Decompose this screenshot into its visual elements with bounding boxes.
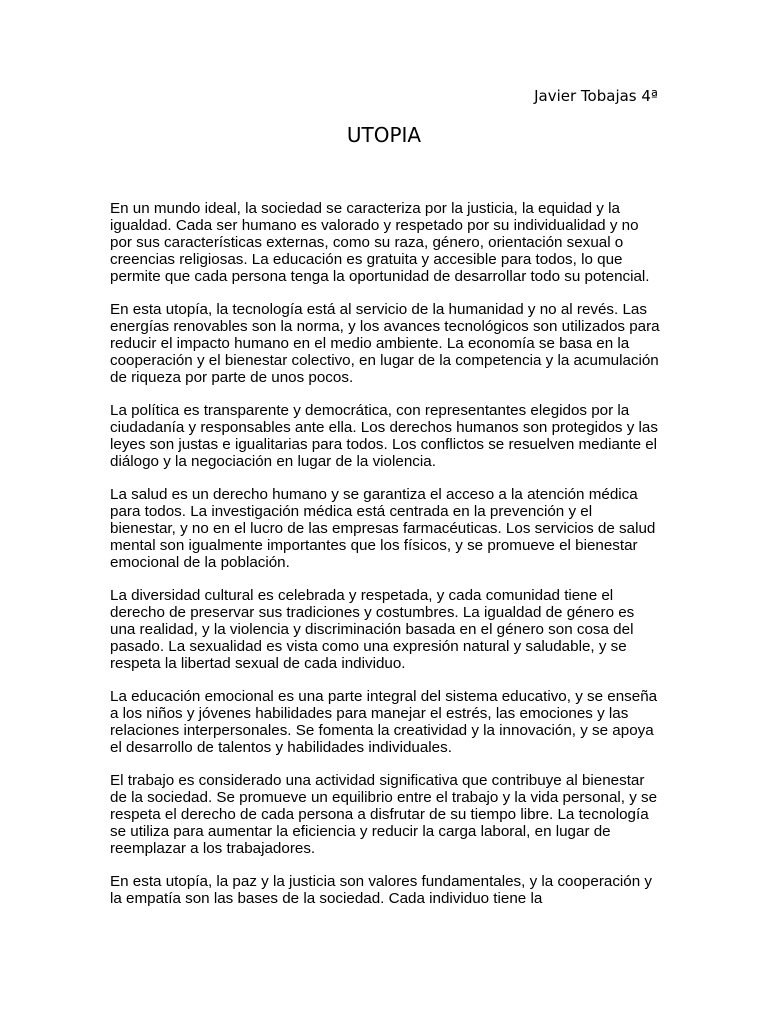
paragraph-7: El trabajo es considerado una actividad significativa que contribuye al bienestar de la sociedad. Se promueve un equilibrio entre el trabajo y la vida personal, y se respeta el derecho de cada persona a disfrutar de su tiempo libre. La tecnología se utiliza para aumentar la eficiencia y reducir la carga laboral, en lugar de reemplazar a los trabajadores. bbox=[110, 772, 658, 857]
paragraph-2: En esta utopía, la tecnología está al servicio de la humanidad y no al revés. Las energías renovables son la norma, y los avances tecnológicos son utilizados para reducir el impacto humano en el medio ambiente. La economía se basa en la cooperación y el bienestar colectivo, en lugar de la competencia y la acumulación de riqueza por parte de unos pocos. bbox=[110, 301, 660, 386]
document-body bbox=[110, 200, 662, 923]
paragraph-3: La política es transparente y democrática, con representantes elegidos por la ciudadanía y responsables ante ella. Los derechos humanos son protegidos y las leyes son justas e igualitarias para todos. Los conflictos se resuelven mediante el diálogo y la negociación en lugar de la violencia. bbox=[110, 402, 658, 470]
paragraph-6: La educación emocional es una parte integral del sistema educativo, y se enseña a los niños y jóvenes habilidades para manejar el estrés, las emociones y las relaciones interpersonales. Se fomenta la creatividad y la innovación, y se apoya el desarrollo de talentos y habilidades individuales. bbox=[110, 688, 658, 756]
author-name: Javier Tobajas 4ª bbox=[534, 87, 658, 105]
paragraph-5: La diversidad cultural es celebrada y respetada, y cada comunidad tiene el derecho de preservar sus tradiciones y costumbres. La igualdad de género es una realidad, y la violencia y discriminación basada en el género son cosa del pasado. La sexualidad es vista como una expresión natural y saludable, y se respeta la libertad sexual de cada individuo. bbox=[110, 587, 635, 672]
paragraph-1: En un mundo ideal, la sociedad se caracteriza por la justicia, la equidad y la igualdad. Cada ser humano es valorado y respetado por su individualidad y no por sus características externas, como su raza, género, orientación sexual o creencias religiosas. La educación es gratuita y accesible para todos, lo que permite que cada persona tenga la oportunidad de desarrollar todo su potencial. bbox=[110, 200, 650, 285]
paragraph-8: En esta utopía, la paz y la justicia son valores fundamentales, y la cooperación y la empatía son las bases de la sociedad. Cada individuo tiene la bbox=[110, 873, 652, 907]
document-title: UTOPIA bbox=[346, 123, 422, 147]
paragraph-4: La salud es un derecho humano y se garantiza el acceso a la atención médica para todos. La investigación médica está centrada en la prevención y el bienestar, y no en el lucro de las empresas farmacéuticas. Los servicios de salud mental son igualmente importantes que los físicos, y se promueve el bienestar emocional de la población. bbox=[110, 486, 656, 571]
